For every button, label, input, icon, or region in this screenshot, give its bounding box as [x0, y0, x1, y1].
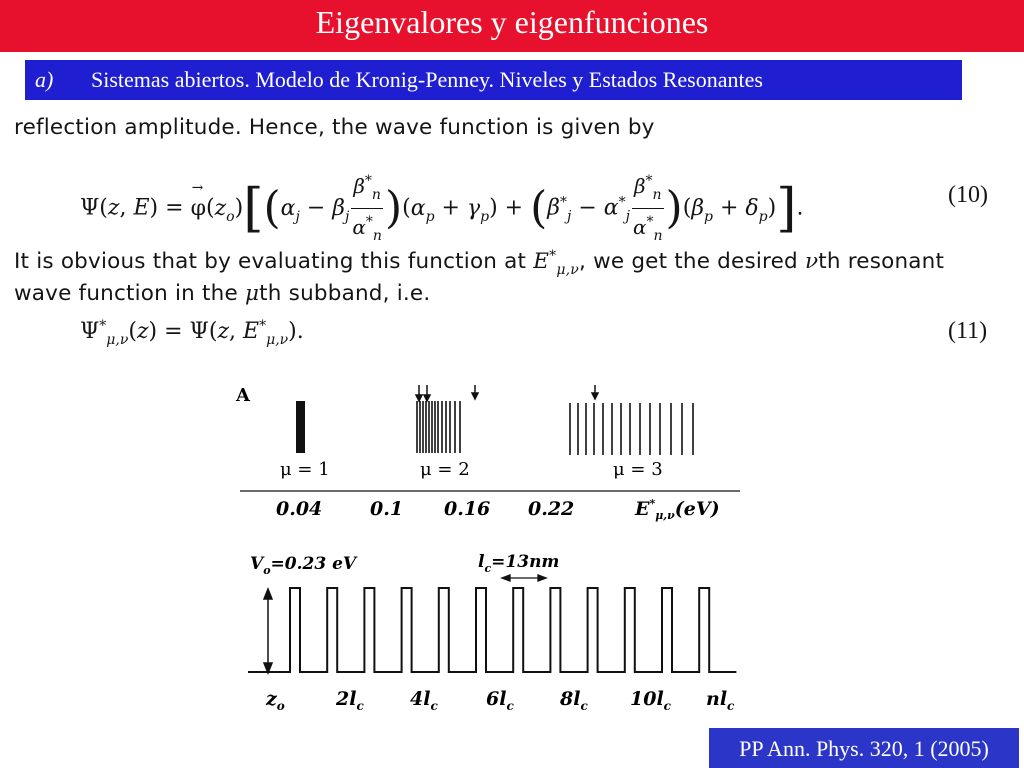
resonance-arrows [416, 385, 598, 401]
band-label-1: μ = 1 [280, 459, 330, 480]
position-tick: $nl_c$ [706, 688, 735, 713]
citation-box [709, 728, 1019, 768]
paper-text-line-2: It is obvious that by evaluating this function at $E^*_{\mu,\nu}$, we get the desired νth resonant [14, 248, 945, 278]
subtitle-text: Sistemas abiertos. Modelo de Kronig-Penney. Niveles y Estados Resonantes [91, 67, 763, 92]
figure-svg [230, 375, 750, 720]
equation-11: $\Psi^*_{\mu,\nu}(z) = \Psi(z$, $E^*_{\mu,\nu}$). [80, 318, 304, 348]
position-tick-labels [265, 688, 735, 713]
text-segment: It is obvious that by evaluating this function at [14, 249, 527, 274]
kronig-penney-potential [248, 588, 736, 672]
band-3-levels [570, 403, 693, 455]
position-tick: $10l_c$ [630, 688, 671, 713]
position-tick: $6l_c$ [486, 688, 514, 713]
text-segment: th subband, i.e. [259, 281, 431, 306]
potential-height-label: $V_o=0.23$ eV [250, 554, 357, 577]
paper-text-line-1: reflection amplitude. Hence, the wave function is given by [14, 115, 655, 140]
subtitle-prefix: a) [35, 67, 54, 92]
position-tick: $2l_c$ [336, 688, 364, 713]
energy-tick: 0.22 [528, 498, 575, 520]
period-label: $l_c=13nm$ [478, 552, 560, 575]
paper-text-line-3: wave function in the μth subband, i.e. [14, 281, 431, 306]
energy-tick-labels [276, 498, 574, 520]
slide-title: Eigenvalores y eigenfunciones [315, 4, 709, 40]
citation-text: PP Ann. Phys. 320, 1 (2005) [739, 736, 989, 761]
equation-11-number: (11) [948, 318, 988, 344]
figure-kronig-penney [230, 375, 750, 720]
position-tick: $z_o$ [266, 688, 285, 713]
period-arrow [502, 575, 546, 581]
energy-tick: 0.04 [276, 498, 323, 520]
equation-10-number: (10) [948, 182, 988, 208]
position-tick: $8l_c$ [560, 688, 588, 713]
band-2-levels [417, 401, 460, 453]
band-label-3: μ = 3 [613, 459, 663, 480]
panel-label: A [236, 385, 250, 406]
energy-tick: 0.1 [370, 498, 404, 520]
equation-10: Ψ(z, E) = φ → $(z_o)[(\alpha_j - \beta_j$ $\frac{\beta^*_n}{\alpha^*_n}$ )$(\alpha_p + \gamma_p) + (\beta^*_j - \alpha^*_j$ $\frac{\beta^*_n}{\alpha^*_n}$ )$(\beta_p + \delta_p)$]. [80, 168, 804, 249]
energy-tick: 0.16 [444, 498, 491, 520]
text-segment: th resonant [818, 249, 945, 274]
band-label-2: μ = 2 [420, 459, 470, 480]
height-arrow [264, 589, 272, 673]
energy-axis-label: $E^*_{\mu,\nu}(eV)$ [635, 497, 720, 522]
text-segment: wave function in the [14, 281, 238, 306]
band-1-levels [296, 401, 305, 453]
subtitle-box [25, 60, 962, 100]
text-segment: , we get the desired [579, 249, 798, 274]
position-tick: $4l_c$ [410, 688, 438, 713]
title-bar [0, 0, 1024, 52]
